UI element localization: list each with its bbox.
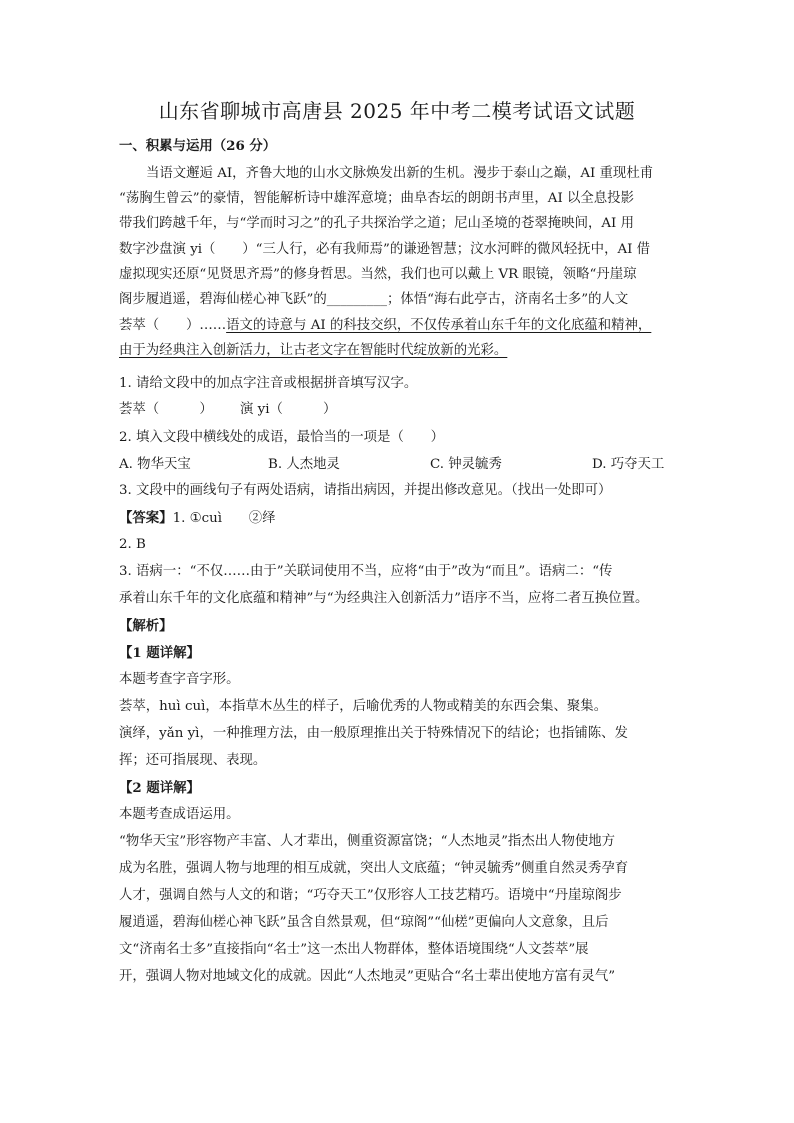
underlined-sentence: 语文的诗意与 AI 的科技交织，不仅传承着山东千年的文化底蕴和精神， (226, 318, 652, 333)
detail-1-intro: 本题考查字音字形。 (119, 672, 240, 687)
q1-blank-yanyi: 演 yi（ ） (240, 402, 337, 417)
q1-blank-huicui: 荟萃（ ） (119, 402, 213, 417)
question-1: 1. 请给文段中的加点字注音或根据拼音填写汉字。 (119, 376, 418, 391)
answer-label: 【答案】 (119, 510, 173, 526)
answer-2: 2. B (119, 537, 146, 552)
detail-2-line-4: 履逍遥，碧海仙槎心神飞跃”虽含自然景观，但“琼阁”“仙槎”更偏向人文意象，且后 (119, 915, 609, 930)
detail-2-line-5: 文“济南名士多”直接指向“名士”这一杰出人物群体，整体语境围绕“人文荟萃”展 (119, 942, 589, 957)
underlined-sentence-cont: 由于为经典注入创新活力，让古老文字在智能时代绽放新的光彩。 (119, 343, 508, 358)
q2-option-b: B. 人杰地灵 (268, 457, 340, 472)
question-3: 3. 文段中的画线句子有两处语病，请指出病因，并提出修改意见。（找出一处即可） (119, 483, 612, 498)
page-title: 山东省聊城市高唐县 2025 年中考二模考试语文试题 (158, 99, 636, 123)
detail-2-intro: 本题考查成语运用。 (119, 807, 240, 822)
passage-line-1: 当语文邂逅 AI，齐鲁大地的山水文脉焕发出新的生机。漫步于泰山之巅，AI 重现杜甫 (146, 166, 654, 181)
detail-1-label: 【1 题详解】 (119, 645, 200, 661)
passage-line-4: 数字沙盘演 yi（ ）“三人行，必有我师焉”的谦逊智慧；汶水河畔的微风轻抚中，AI 借 (119, 242, 651, 257)
passage-plain-text: 荟萃（ ）…… (119, 318, 227, 333)
passage-line-6: 阁步履逍遥，碧海仙槎心神飞跃”的_________；体悟“海右此亭古，济南名士多”的人文 (119, 292, 629, 307)
passage-line-2: “荡胸生曾云”的豪情，智能解析诗中雄浑意境；曲阜杏坛的朗朗书声里，AI 以全息投影 (119, 191, 634, 206)
answer-3-line-1: 3. 语病一：“不仅……由于”关联词使用不当，应将“由于”改为“而且”。语病二：“传 (119, 564, 613, 579)
analysis-label: 【解析】 (119, 618, 173, 634)
q2-option-c: C. 钟灵毓秀 (430, 457, 502, 472)
passage-line-8 (119, 341, 679, 361)
q2-option-a: A. 物华天宝 (119, 457, 191, 472)
detail-2-line-3: 人才，强调自然与人文的和谐；“巧夺天工”仅形容人工技艺精巧。语境中“丹崖琼阁步 (119, 888, 622, 903)
detail-1-line-1: 荟萃，huì cuì，本指草木丛生的样子，后喻优秀的人物或精美的东西会集、聚集。 (119, 699, 608, 714)
detail-1-line-2: 演绎，yǎn yì，一种推理方法，由一般原理推出关于特殊情况下的结论；也指铺陈、发 (119, 726, 628, 741)
answer-line-1 (119, 508, 679, 529)
section-heading: 一、积累与运用（26 分） (119, 138, 277, 154)
detail-2-line-6: 开，强调人物对地域文化的成就。因此“人杰地灵”更贴合“名士辈出使地方富有灵气” (119, 969, 616, 984)
detail-1-line-3: 挥；还可指展现、表现。 (119, 753, 267, 768)
q2-option-d: D. 巧夺天工 (592, 457, 665, 472)
passage-line-3: 带我们跨越千年，与“学而时习之”的孔子共探治学之道；尼山圣境的苍翠掩映间，AI 用 (119, 216, 634, 231)
answer-1: 1. ①cuì ②绎 (172, 511, 276, 526)
detail-2-label: 【2 题详解】 (119, 780, 200, 796)
detail-2-line-1: “物华天宝”形容物产丰富、人才辈出，侧重资源富饶；“人杰地灵”指杰出人物使地方 (119, 834, 616, 849)
detail-2-line-2: 成为名胜，强调人物与地理的相互成就，突出人文底蕴；“钟灵毓秀”侧重自然灵秀孕育 (119, 861, 629, 876)
passage-line-7 (119, 316, 679, 336)
answer-3-line-2: 承着山东千年的文化底蕴和精神”与“为经典注入创新活力”语序不当，应将二者互换位置。 (119, 591, 649, 606)
question-2: 2. 填入文段中横线处的成语，最恰当的一项是（ ） (119, 430, 445, 445)
passage-line-5: 虚拟现实还原“见贤思齐焉”的修身哲思。当然，我们也可以戴上 VR 眼镜，领略“丹崖琼 (119, 267, 637, 282)
